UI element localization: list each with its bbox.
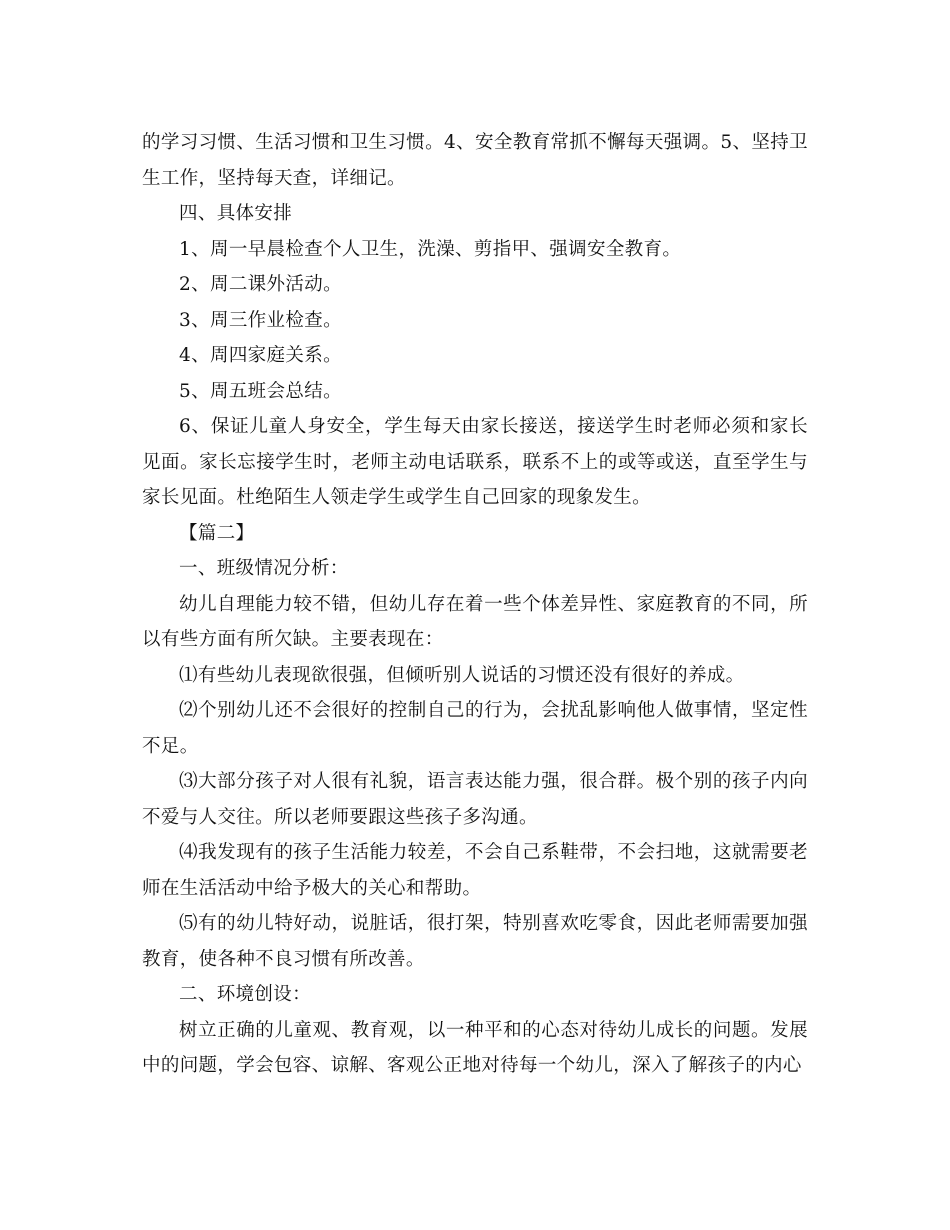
analysis-item-3: ⑶大部分孩子对人很有礼貌，语言表达能力强，很合群。极个别的孩子内向不爱与人交往。所以老师要跟这些孩子多沟通。 xyxy=(142,771,808,828)
analysis-item-5: ⑸有的幼儿特好动，说脏话，很打架，特别喜欢吃零食，因此老师需要加强教育，使各种不良习惯有所改善。 xyxy=(142,913,808,970)
paragraph-class-analysis: 幼儿自理能力较不错，但幼儿存在着一些个体差异性、家庭教育的不同，所以有些方面有所欠缺。主要表现在： xyxy=(142,593,808,650)
arrangement-item-friday: 5、周五班会总结。 xyxy=(179,380,342,402)
part-two-heading: 【篇二】 xyxy=(179,522,255,544)
document-body xyxy=(142,125,808,1084)
analysis-item-1: ⑴有些幼儿表现欲很强，但倾听别人说话的习惯还没有很好的养成。 xyxy=(179,664,745,686)
arrangement-item-safety: 6、保证儿童人身安全，学生每天由家长接送，接送学生时老师必须和家长见面。家长忘接学生时，老师主动电话联系，联系不上的或等或送，直至学生与家长见面。杜绝陌生人领走学生或学生自己回家的现象发生。 xyxy=(142,416,808,508)
analysis-item-2: ⑵个别幼儿还不会很好的控制自己的行为，会扰乱影响他人做事情，坚定性不足。 xyxy=(142,700,808,757)
section-heading-environment: 二、环境创设： xyxy=(179,984,311,1005)
arrangement-item-thursday: 4、周四家庭关系。 xyxy=(179,345,342,366)
analysis-item-4: ⑷我发现有的孩子生活能力较差，不会自己系鞋带，不会扫地，这就需要老师在生活活动中给予极大的关心和帮助。 xyxy=(142,842,808,899)
paragraph-continued: 的学习习惯、生活习惯和卫生习惯。4、安全教育常抓不懈每天强调。5、坚持卫生工作，坚持每天查，详细记。 xyxy=(142,132,808,189)
section-heading-class-analysis: 一、班级情况分析： xyxy=(179,558,349,579)
section-heading-arrangement: 四、具体安排 xyxy=(179,203,293,224)
paragraph-environment: 树立正确的儿童观、教育观，以一种平和的心态对待幼儿成长的问题。发展中的问题，学会包容、谅解、客观公正地对待每一个幼儿，深入了解孩子的内心 xyxy=(142,1019,808,1076)
arrangement-item-tuesday: 2、周二课外活动。 xyxy=(179,274,342,295)
arrangement-item-monday: 1、周一早晨检查个人卫生，洗澡、剪指甲、强调安全教育。 xyxy=(179,238,682,260)
arrangement-item-wednesday: 3、周三作业检查。 xyxy=(179,309,342,331)
